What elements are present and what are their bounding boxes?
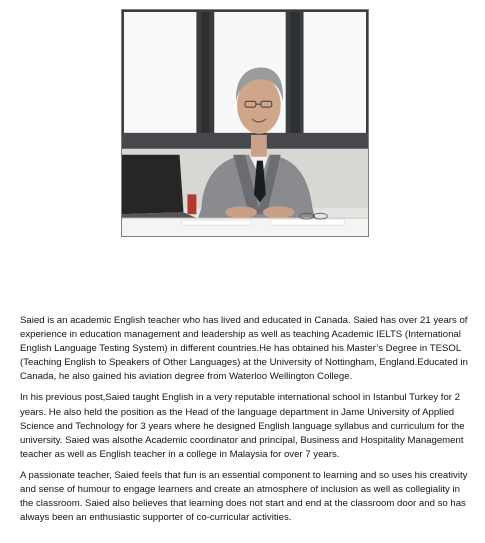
teacher-photo <box>121 9 369 237</box>
bio-paragraph-3: A passionate teacher, Saied feels that fun is an essential component to learning and so uses his creativity and sense of humour to engage learners and create an atmosphere of inclusion as well as collegiality in the classroom. Saied also believes that learning does not start and end at the classroom door and so has always been an enthusiastic supporter of co-curricular activities. <box>20 469 468 524</box>
bio-paragraph-1: Saied is an academic English teacher who has lived and educated in Canada. Saied has over 21 years of experience in education management and leadership as well as teaching Academic IELTS (International English Language Testing System) in different countries.He has obtained his Master’s Degree in TESOL (Teaching English to Speakers of Other Languages) at the University of Nottingham, England.Educated in Canada, he also gained his aviation degree from Waterloo Wellington College. <box>20 315 468 383</box>
teacher-photo-image <box>122 10 368 236</box>
bio-paragraph-2: In his previous post,Saied taught English in a very reputable international school in Istanbul Turkey for 2 years. He also held the position as the Head of the language department in Jame University of Applied Science and Technology for 3 years where he designed English language syllabus and curriculum for the university. Saied was alsothe Academic coordinator and principal, Business and Hospitality Management teacher as well as English teacher in a college in Malaysia for over 7 years. <box>20 392 465 460</box>
bio-text <box>20 314 470 532</box>
